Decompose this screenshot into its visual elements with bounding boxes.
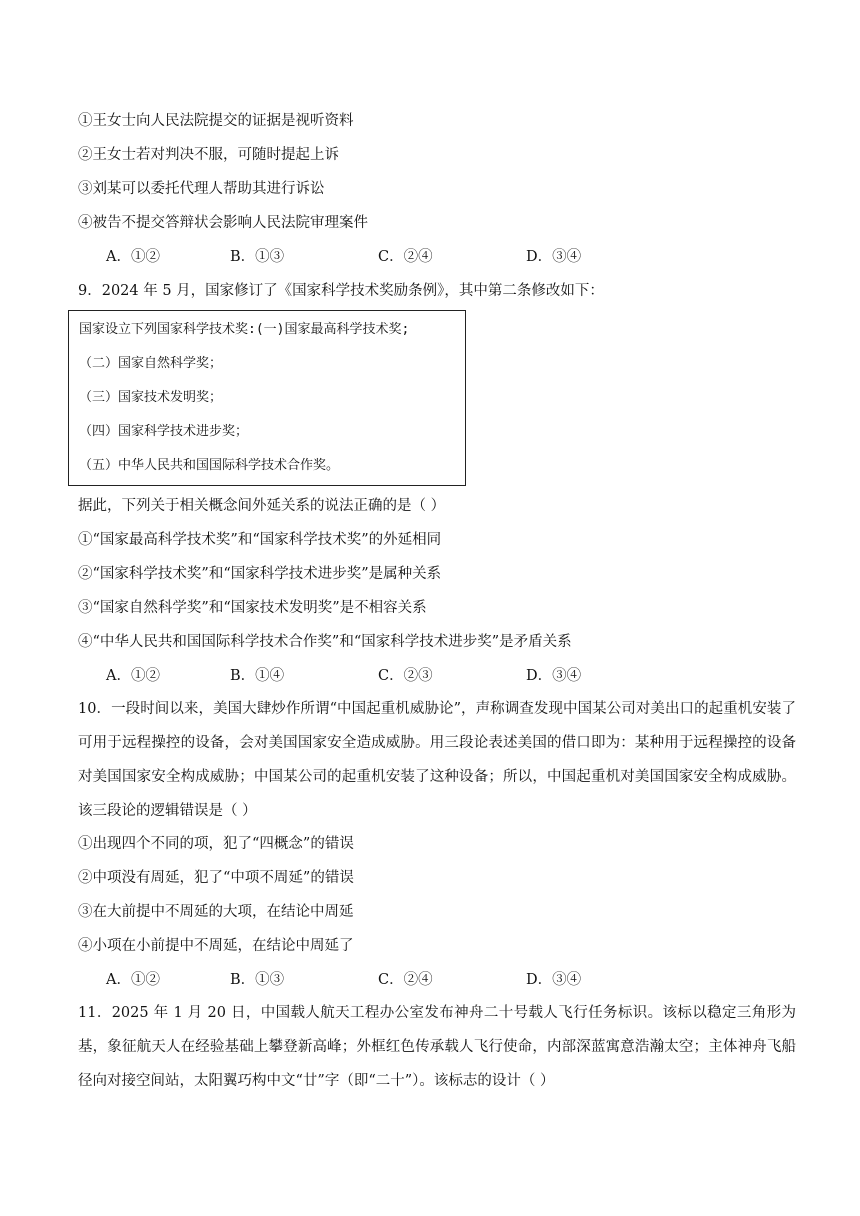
q9-box-line-1: 国家设立下列国家科学技术奖:(一)国家最高科学技术奖; (79, 322, 410, 337)
q9-box-line-4: （四）国家科学技术进步奖； (79, 424, 249, 439)
q10-options (106, 970, 706, 990)
q10-statement-4: ④小项在小前提中不周延，在结论中周延了 (78, 938, 354, 954)
q9-box-line-5: （五）中华人民共和国国际科学技术合作奖。 (79, 458, 340, 473)
q9-statement-3: ③“国家自然科学奖”和“国家技术发明奖”是不相容关系 (78, 600, 427, 616)
q9-box-line-3: （三）国家技术发明奖； (79, 390, 223, 405)
q8-statement-2: ②王女士若对判决不服，可随时提起上诉 (78, 147, 339, 163)
q9-option-a: A．①② (106, 668, 160, 684)
q10-option-b: B．①③ (230, 972, 285, 988)
q8-option-d: D．③④ (526, 249, 582, 265)
q8-option-c: C．②④ (378, 249, 433, 265)
q10-statement-3: ③在大前提中不周延的大项，在结论中周延 (78, 904, 354, 920)
q10-option-c: C．②④ (378, 972, 433, 988)
q8-statement-4: ④被告不提交答辩状会影响人民法院审理案件 (78, 215, 368, 231)
q10-statement-1: ①出现四个不同的项，犯了“四概念”的错误 (78, 836, 354, 852)
q9-statement-2: ②“国家科学技术奖”和“国家科学技术进步奖”是属种关系 (78, 566, 442, 582)
q11-stem: 11．2025 年 1 月 20 日，中国载人航天工程办公室发布神舟二十号载人飞行任务标识。该标以稳定三角形为基，象征航天人在经验基础上攀登新高峰；外框红色传承载人飞行使命，内部深蓝寓意浩瀚太空；主体神舟飞船径向对接空间站，太阳翼巧构中文“廿”字（即“二十”）。该标志的设计（ ） (78, 1005, 796, 1089)
q8-statement-1: ①王女士向人民法院提交的证据是视听资料 (78, 113, 354, 129)
q10-option-d: D．③④ (526, 972, 582, 988)
q10-statement-2: ②中项没有周延，犯了“中项不周延”的错误 (78, 870, 354, 886)
q8-option-a: A．①② (106, 249, 160, 265)
q8-option-b: B．①③ (230, 249, 285, 265)
q9-option-b: B．①④ (230, 668, 285, 684)
q9-option-d: D．③④ (526, 668, 582, 684)
q9-stem: 9．2024 年 5 月，国家修订了《国家科学技术奖励条例》，其中第二条修改如下： (78, 283, 604, 299)
q9-regulation-box (68, 310, 466, 486)
q9-options (106, 666, 706, 686)
q9-option-c: C．②③ (378, 668, 433, 684)
q8-options (106, 247, 706, 267)
q10-stem: 10．一段时间以来，美国大肆炒作所谓“中国起重机威胁论”，声称调查发现中国某公司对美出口的起重机安装了可用于远程操控的设备，会对美国国家安全造成威胁。用三段论表述美国的借口即为：某种用于远程操控的设备对美国国家安全构成威胁；中国某公司的起重机安装了这种设备；所以，中国起重机对美国国家安全构成威胁。该三段论的逻辑错误是（ ） (78, 701, 796, 819)
q10-option-a: A．①② (106, 972, 160, 988)
q8-statement-3: ③刘某可以委托代理人帮助其进行诉讼 (78, 181, 325, 197)
q9-question: 据此，下列关于相关概念间外延关系的说法正确的是（ ） (78, 498, 446, 514)
q9-statement-1: ①“国家最高科学技术奖”和“国家科学技术奖”的外延相同 (78, 532, 442, 548)
q9-statement-4: ④“中华人民共和国国际科学技术合作奖”和“国家科学技术进步奖”是矛盾关系 (78, 634, 572, 650)
q9-box-line-2: （二）国家自然科学奖； (79, 356, 223, 371)
